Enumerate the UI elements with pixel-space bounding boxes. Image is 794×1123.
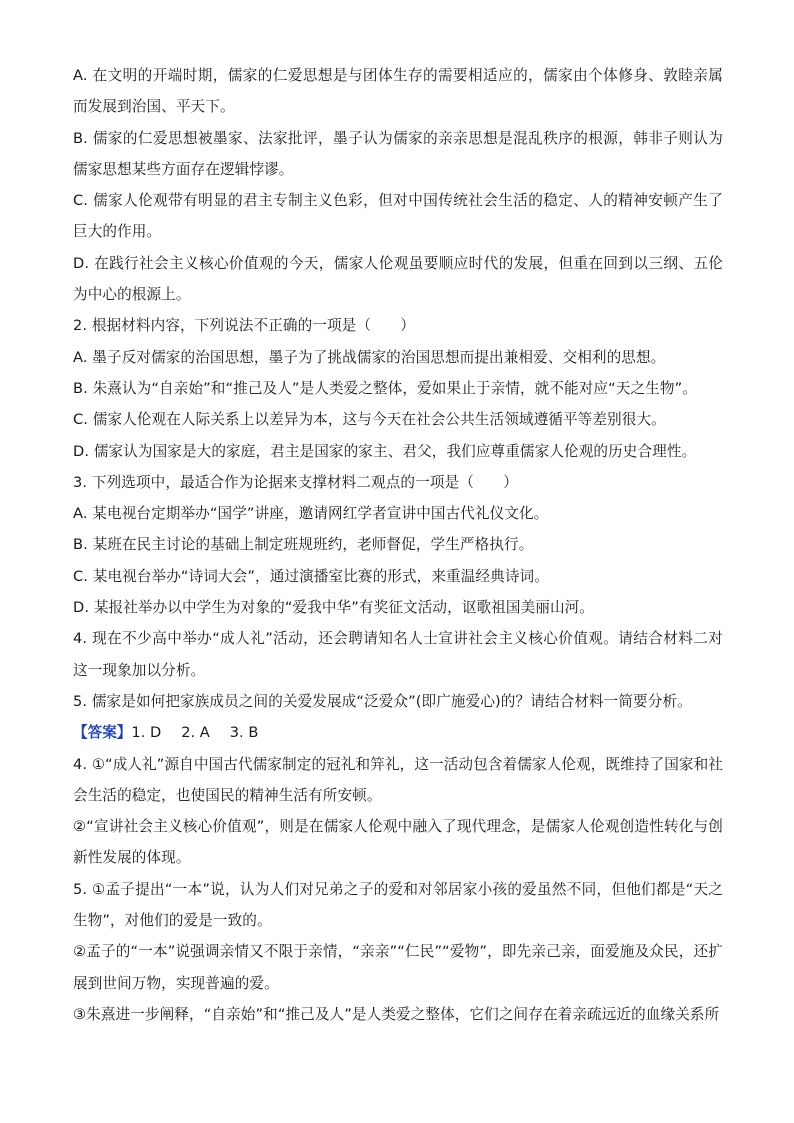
option-d-q3: D. 某报社举办以中学生为对象的“爱我中华”有奖征文活动，讴歌祖国美丽山河。 xyxy=(73,599,595,617)
explanation-4-1: 4. ①“成人礼”源自中国古代儒家制定的冠礼和笄礼，这一活动包含着儒家人伦观，既维持了国家和社会生活的稳定，也使国民的精神生活有所安顿。 xyxy=(73,755,723,804)
explanation-5-2: ②孟子的“一本”说强调亲情又不限于亲情，“亲亲”“仁民”“爱物”，即先亲己亲，面爱施及众民，还扩展到世间万物，实现普遍的爱。 xyxy=(73,943,723,992)
question-3: 3. 下列选项中，最适合作为论据来支撑材料二观点的一项是（ ） xyxy=(73,473,518,491)
option-a-q3: A. 某电视台定期举办“国学”讲座，邀请网红学者宣讲中国古代礼仪文化。 xyxy=(73,505,549,523)
answer-items xyxy=(131,724,278,741)
explanation-5-1: 5. ①孟子提出“一本”说，认为人们对兄弟之子的爱和对邻居家小孩的爱虽然不同，但他们都是“天之生物”，对他们的爱是一致的。 xyxy=(73,880,723,930)
option-d-q2: D. 儒家认为国家是大的家庭，君主是国家的家主、君父，我们应尊重儒家人伦观的历史合理性。 xyxy=(73,442,697,460)
option-b-q2: B. 朱熹认为“自亲始”和“推己及人”是人类爱之整体，爱如果止于亲情，就不能对应“天之生物”。 xyxy=(73,379,697,397)
document-page xyxy=(73,60,723,1030)
option-b-q3: B. 某班在民主讨论的基础上制定班规班约，老师督促，学生严格执行。 xyxy=(73,536,534,554)
option-c-q2: C. 儒家人伦观在人际关系上以差异为本，这与今天在社会公共生活领域遵循平等差别很大。 xyxy=(73,411,666,429)
option-c-q1: C. 儒家人伦观带有明显的君主专制主义色彩，但对中国传统社会生活的稳定、人的精神安顿产生了巨大的作用。 xyxy=(73,192,723,241)
answer-tag: 【答案】 xyxy=(73,724,132,742)
option-b-q1: B. 儒家的仁爱思想被墨家、法家批评，墨子认为儒家的亲亲思想是混乱秩序的根源，韩非子则认为儒家思想某些方面存在逻辑悖谬。 xyxy=(73,129,723,178)
answer-item: 2. A xyxy=(181,724,210,742)
question-2: 2. 根据材料内容，下列说法不正确的一项是（ ） xyxy=(73,317,416,335)
explanation-4-2: ②“宣讲社会主义核心价值观”，则是在儒家人伦观中融入了现代理念，是儒家人伦观创造性转化与创新性发展的体现。 xyxy=(73,818,723,867)
question-4: 4. 现在不少高中举办“成人礼”活动，还会聘请知名人士宣讲社会主义核心价值观。请结合材料二对这一现象加以分析。 xyxy=(73,630,723,679)
answer-line xyxy=(73,717,723,748)
answer-item: 1. D xyxy=(131,724,162,742)
question-5: 5. 儒家是如何把家族成员之间的关爱发展成“泛爱众”(即广施爱心)的？请结合材料一简要分析。 xyxy=(73,692,692,710)
option-a-q1: A. 在文明的开端时期，儒家的仁爱思想是与团体生存的需要相适应的，儒家由个体修身、敦睦亲属而发展到治国、平天下。 xyxy=(73,67,723,116)
option-c-q3: C. 某电视台举办“诗词大会”，通过演播室比赛的形式，来重温经典诗词。 xyxy=(73,567,549,585)
option-a-q2: A. 墨子反对儒家的治国思想，墨子为了挑战儒家的治国思想而提出兼相爱、交相利的思想。 xyxy=(73,348,666,366)
answer-item: 3. B xyxy=(229,724,259,742)
explanation-5-3: ③朱熹进一步阐释，“自亲始”和“推己及人”是人类爱之整体，它们之间存在着亲疏远近的血缘关系所 xyxy=(73,1005,720,1023)
option-d-q1: D. 在践行社会主义核心价值观的今天，儒家人伦观虽要顺应时代的发展，但重在回到以三纲、五伦为中心的根源上。 xyxy=(73,254,723,304)
